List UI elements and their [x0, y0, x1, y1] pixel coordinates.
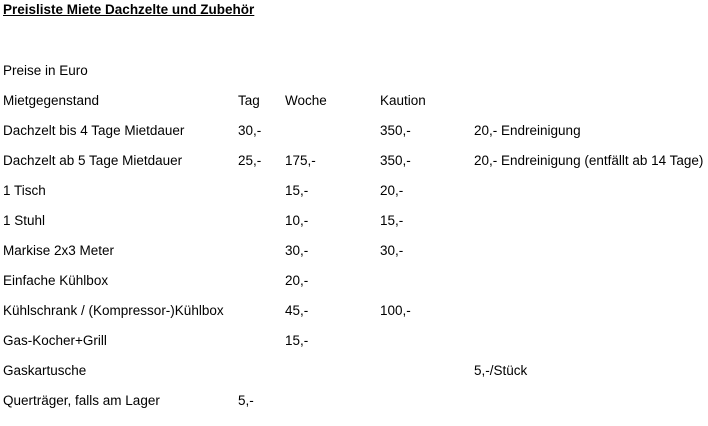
header-deposit: Kaution	[380, 93, 426, 108]
table-row	[0, 115, 708, 145]
price-table	[0, 85, 708, 415]
price-week: 15,-	[285, 183, 309, 198]
item-name: Dachzelt bis 4 Tage Mietdauer	[3, 123, 185, 138]
table-row	[0, 205, 708, 235]
note: 20,- Endreinigung	[474, 123, 581, 138]
item-name: 1 Tisch	[3, 183, 46, 198]
deposit: 350,-	[380, 123, 411, 138]
table-row	[0, 175, 708, 205]
note: 20,- Endreinigung (entfällt ab 14 Tage)	[474, 153, 704, 168]
table-header-row	[0, 85, 708, 115]
document-title: Preisliste Miete Dachzelte und Zubehör	[3, 2, 255, 17]
table-row	[0, 325, 708, 355]
price-week: 10,-	[285, 213, 309, 228]
price-week: 30,-	[285, 243, 309, 258]
deposit: 15,-	[380, 213, 404, 228]
deposit: 100,-	[380, 303, 411, 318]
item-name: Kühlschrank / (Kompressor-)Kühlbox	[3, 303, 224, 318]
currency-note: Preise in Euro	[3, 63, 88, 78]
table-row	[0, 355, 708, 385]
header-day: Tag	[238, 93, 260, 108]
item-name: Gas-Kocher+Grill	[3, 333, 107, 348]
item-name: Gaskartusche	[3, 363, 87, 378]
item-name: Dachzelt ab 5 Tage Mietdauer	[3, 153, 183, 168]
item-name: Einfache Kühlbox	[3, 273, 109, 288]
deposit: 30,-	[380, 243, 404, 258]
item-name: Markise 2x3 Meter	[3, 243, 115, 258]
price-day: 25,-	[238, 153, 262, 168]
header-week: Woche	[285, 93, 327, 108]
price-week: 15,-	[285, 333, 309, 348]
table-row	[0, 295, 708, 325]
note: 5,-/Stück	[474, 363, 528, 378]
table-row	[0, 145, 708, 175]
price-week: 175,-	[285, 153, 316, 168]
deposit: 350,-	[380, 153, 411, 168]
table-row	[0, 265, 708, 295]
item-name: Querträger, falls am Lager	[3, 393, 160, 408]
price-day: 30,-	[238, 123, 262, 138]
price-week: 45,-	[285, 303, 309, 318]
price-day: 5,-	[238, 393, 254, 408]
item-name: 1 Stuhl	[3, 213, 46, 228]
table-row	[0, 235, 708, 265]
header-item: Mietgegenstand	[3, 93, 100, 108]
price-week: 20,-	[285, 273, 309, 288]
deposit: 20,-	[380, 183, 404, 198]
table-row	[0, 385, 708, 415]
